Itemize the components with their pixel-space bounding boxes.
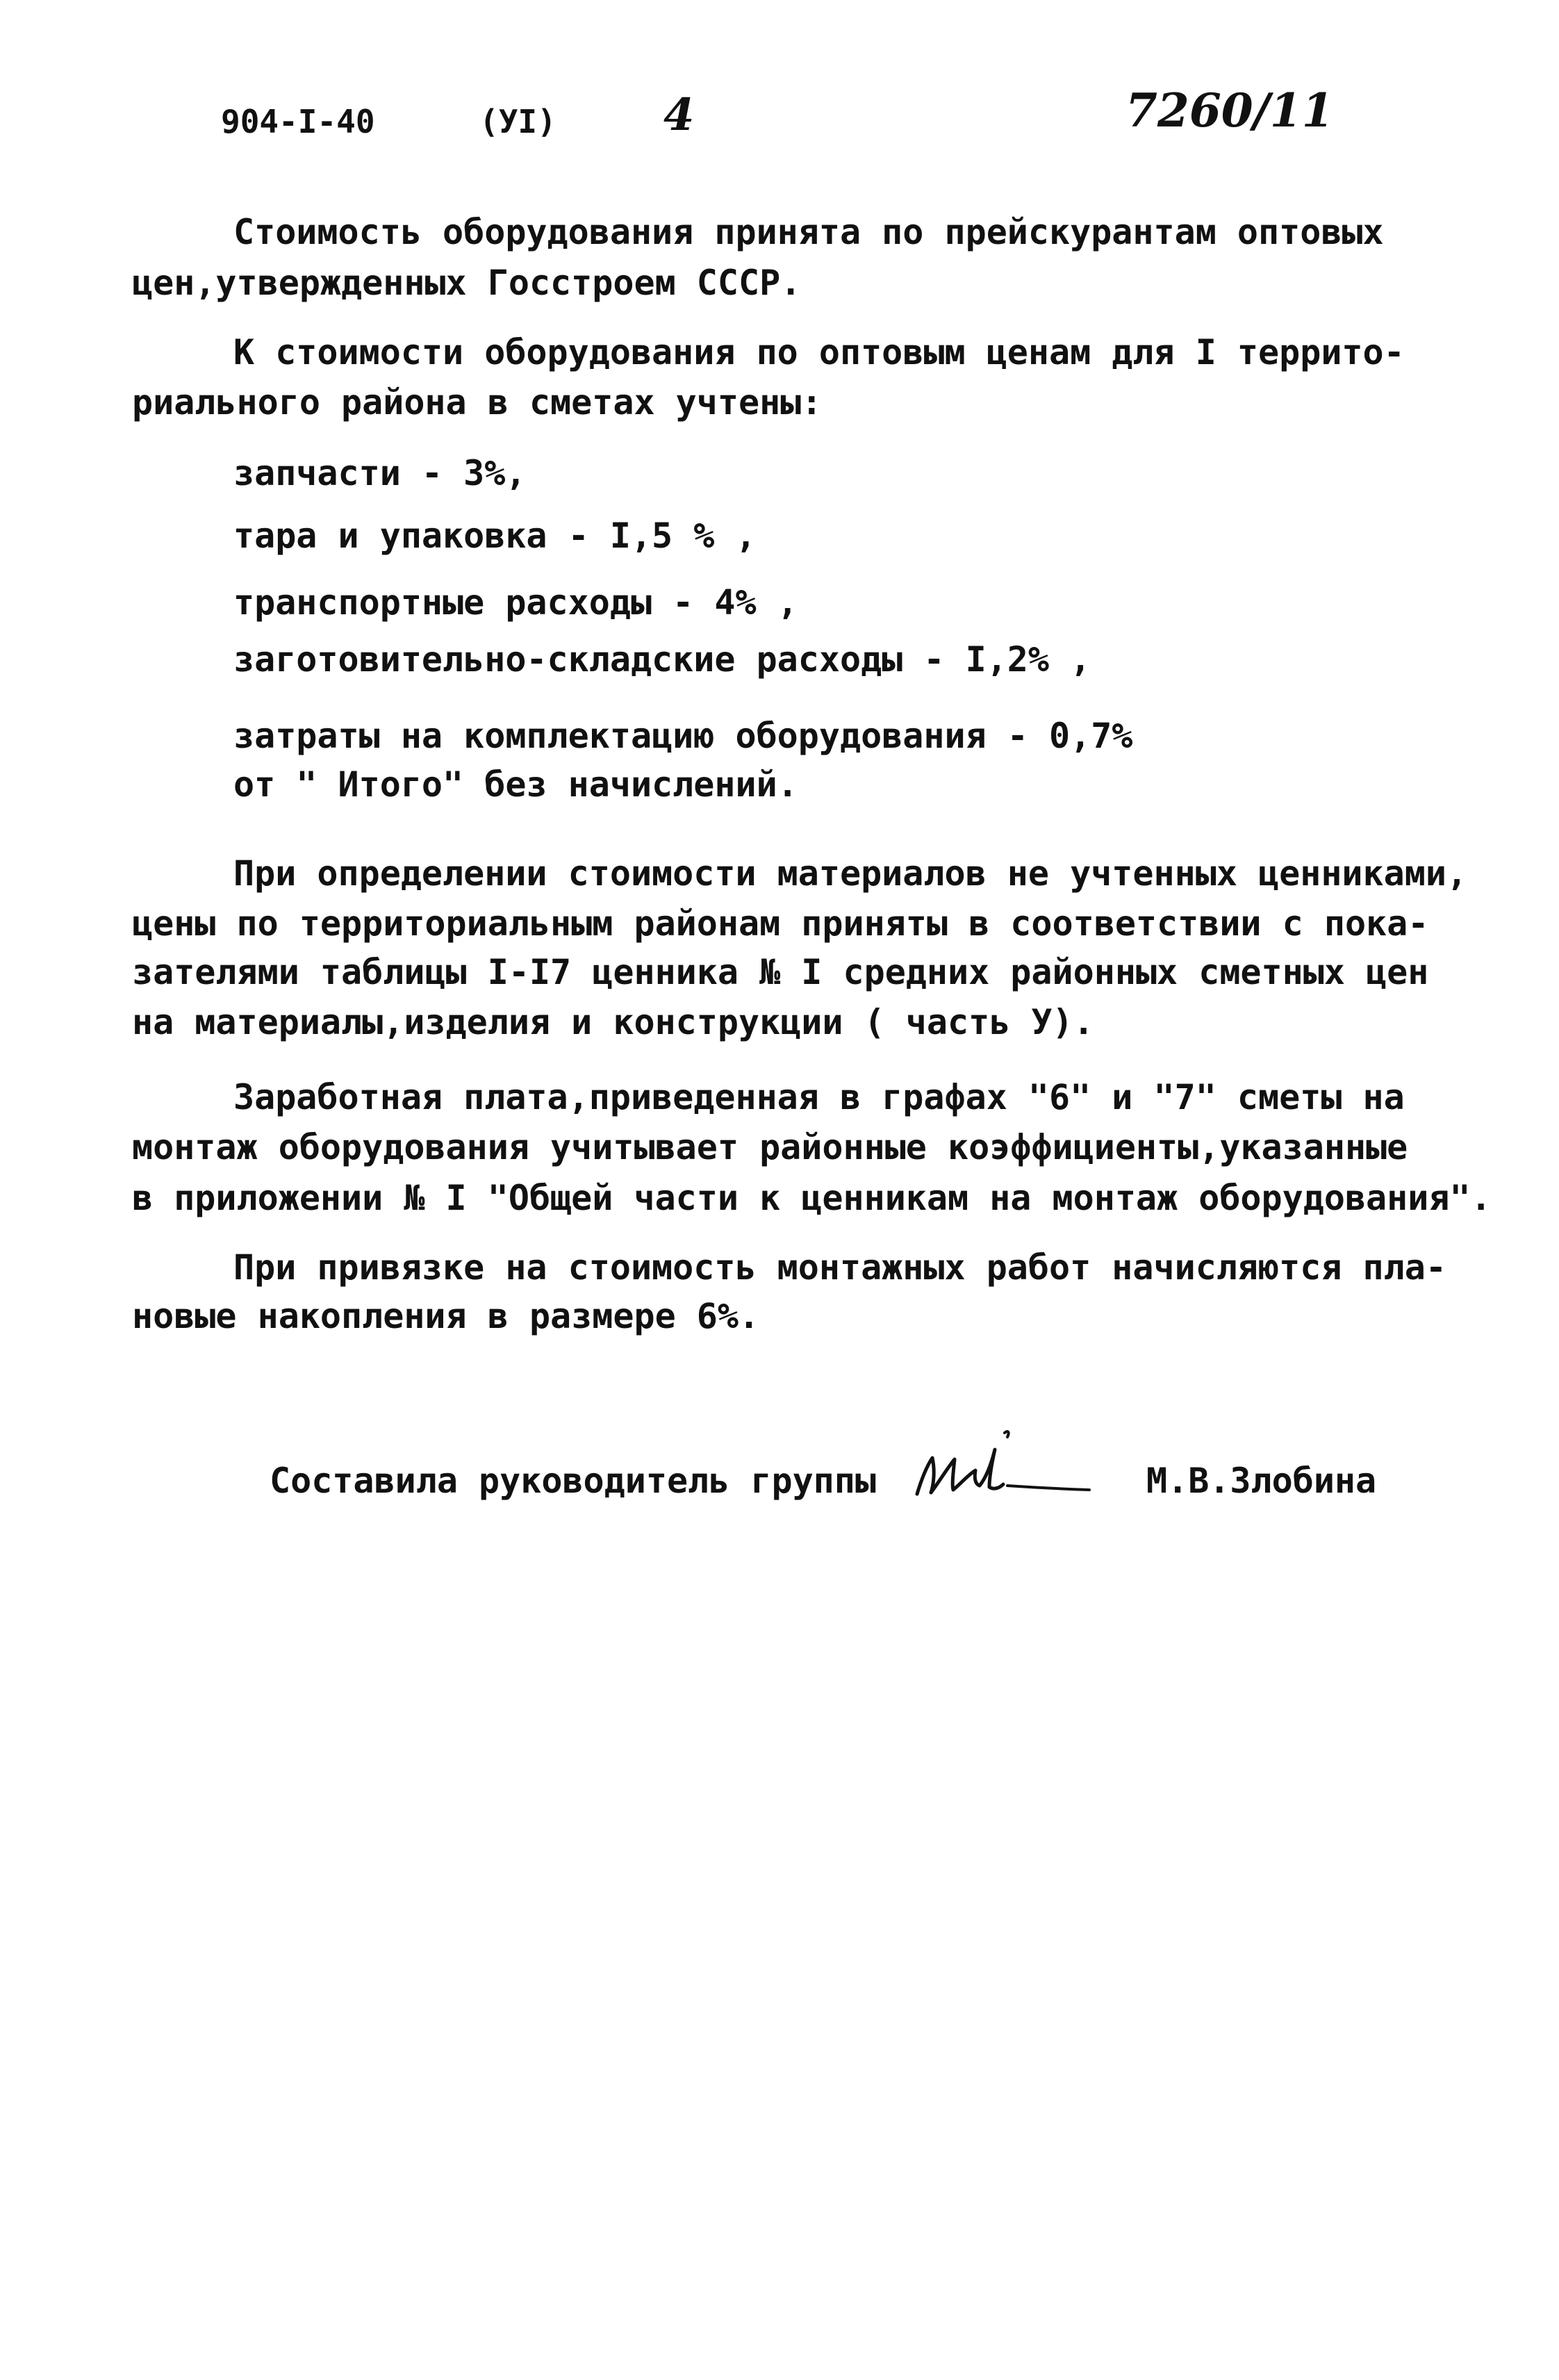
- handwritten-signature: [903, 1418, 1098, 1515]
- p1-line-2: цен,утвержденных Госстроем СССР.: [132, 263, 802, 303]
- p3-line-1: При определении стоимости материалов не учтенных ценниками,: [233, 853, 1468, 894]
- p4-line-2: монтаж оборудования учитывает районные коэффициенты,указанные: [132, 1127, 1408, 1167]
- item-completion: затраты на комплектацию оборудования - 0,7%: [233, 716, 1133, 756]
- p4-line-1: Заработная плата,приведенная в графах "6" и "7" сметы на: [233, 1077, 1405, 1117]
- doc-code: 904-I-40: [221, 103, 375, 140]
- signature-label: Составила руководитель группы: [270, 1461, 876, 1501]
- item-procurement: заготовительно-складские расходы - I,2% ,: [233, 639, 1091, 680]
- p4-line-3: в приложении № I "Общей части к ценникам на монтаж оборудования".: [132, 1178, 1492, 1218]
- signature-name: М.В.Злобина: [1146, 1461, 1377, 1501]
- section-code: (УI): [479, 103, 556, 140]
- item-packaging: тара и упаковка - I,5 % ,: [233, 516, 757, 556]
- item-spare-parts: запчасти - 3%,: [233, 453, 527, 493]
- p3-line-3: зателями таблицы I-I7 ценника № I средних районных сметных цен: [132, 952, 1429, 992]
- p5-line-2: новые накопления в размере 6%.: [132, 1296, 760, 1336]
- p3-line-4: на материалы,изделия и конструкции ( часть У).: [132, 1002, 1094, 1042]
- p2-line-2: риального района в сметах учтены:: [132, 382, 823, 422]
- item-transport: транспортные расходы - 4% ,: [233, 582, 798, 623]
- p3-line-2: цены по территориальным районам приняты в соответствии с пока-: [132, 903, 1429, 944]
- archive-number: 7260/11: [1125, 83, 1334, 138]
- p2-line-1: К стоимости оборудования по оптовым ценам для I террито-: [233, 332, 1405, 372]
- p1-line-1: Стоимость оборудования принята по прейскурантам оптовых: [233, 212, 1384, 252]
- page-number: 4: [663, 89, 695, 141]
- p5-line-1: При привязке на стоимость монтажных работ начисляются пла-: [233, 1247, 1446, 1288]
- item-completion-note: от " Итого" без начислений.: [233, 764, 798, 805]
